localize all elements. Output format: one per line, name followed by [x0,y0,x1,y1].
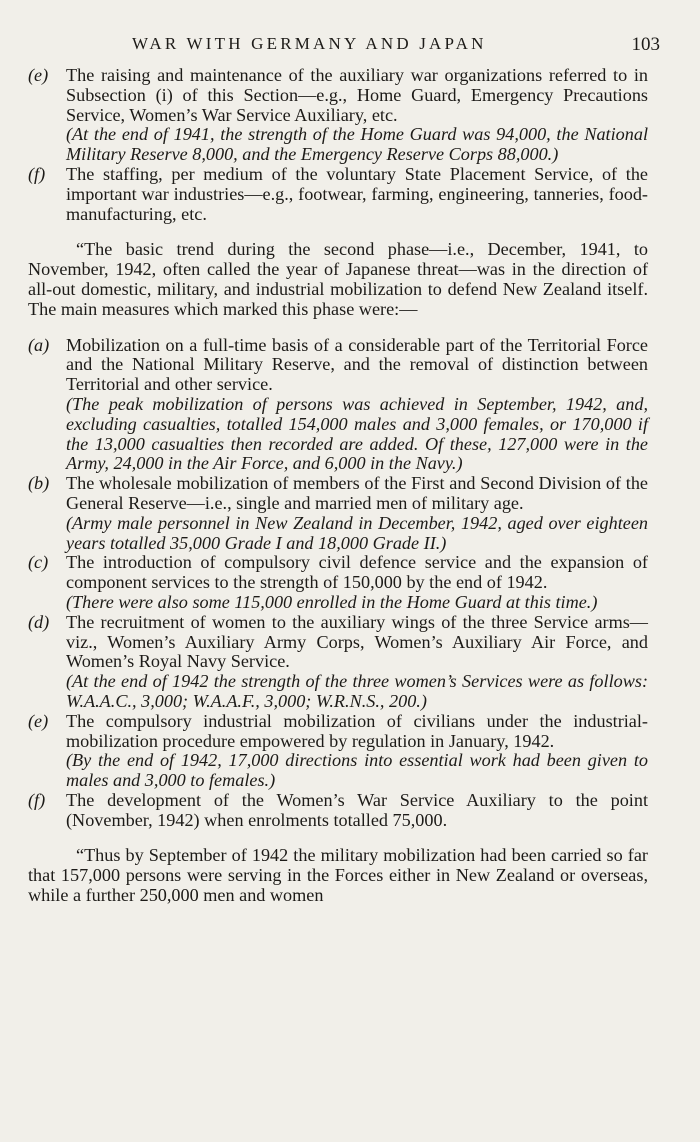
item-note: (At the end of 1941, the strength of the Home Guard was 94,000, the National Military Reserve 8,000, and the Emergency Reserve Corps 88,000.) [66,124,648,165]
list-item [28,553,648,612]
item-label: (b) [28,473,50,494]
item-label: (c) [28,552,49,573]
item-text: Mobilization on a full-time basis of a considerable part of the Territorial Force and the National Military Reserve, and the removal of distinction between Territorial and other service. [66,334,648,395]
item-note: (The peak mobilization of persons was achieved in September, 1942, and, excluding casualties, totalled 154,000 males and 3,000 females, or 170,000 if the 13,000 casualties then recorded are added. Of these, 127,000 were in the Army, 24,000 in the Air Force, and 6,000 in the Navy.) [66,393,648,474]
paragraph-summary: “Thus by September of 1942 the military mobilization had been carried so far that 157,000 persons were serving in the Forces either in New Zealand or overseas, while a further 250,000 men and women [28,845,648,906]
item-body [66,553,648,612]
item-text: The introduction of compulsory civil defence service and the expansion of component services to the strength of 150,000 by the end of 1942. [66,552,648,593]
running-header [28,34,660,58]
list-item [28,613,648,712]
item-text: The raising and maintenance of the auxiliary war organizations referred to in Subsection (i) of this Section—e.g., Home Guard, Emergency Precautions Service, Women’s War Service Auxiliary, etc. [66,65,648,125]
item-body [66,474,648,553]
list-item [28,165,648,224]
running-title: WAR WITH GERMANY AND JAPAN [132,34,487,53]
paragraph-second-phase: “The basic trend during the second phase—i.e., December, 1941, to November, 1942, often called the year of Japanese threat—was in the direction of all-out domestic, military, and industrial mobilization to defend New Zealand itself. The main measures which marked this phase were:— [28,239,648,319]
item-body [66,165,648,224]
item-label: (d) [28,611,50,632]
list-item [28,712,648,791]
item-note: (There were also some 115,000 enrolled in the Home Guard at this time.) [66,591,598,612]
item-text: The staffing, per medium of the voluntary State Placement Service, of the important war industries—e.g., footwear, farming, engineering, tanneries, food-manufacturing, etc. [66,163,648,224]
item-label: (f) [28,163,46,184]
item-note: (At the end of 1942 the strength of the three women’s Services were as follows: W.A.A.C., 3,000; W.A.A.F., 3,000; W.R.N.S., 200.) [66,671,648,711]
item-note: (By the end of 1942, 17,000 directions into essential work had been given to males and 3,000 to females.) [66,750,648,791]
item-label: (e) [28,710,49,731]
item-text: The recruitment of women to the auxiliary wings of the three Service arms—viz., Women’s Auxiliary Army Corps, Women’s Auxiliary Air Force, and Women’s Royal Navy Service. [66,611,648,672]
item-body [66,613,648,712]
item-label: (a) [28,334,50,355]
list-item [28,336,648,475]
item-body [66,336,648,475]
item-text: The development of the Women’s War Service Auxiliary to the point (November, 1942) when enrolments totalled 75,000. [66,789,648,830]
list-item [28,66,648,165]
item-label: (f) [28,789,46,810]
item-body [66,791,648,831]
list-second-phase [28,336,648,831]
list-first-phase [28,66,648,224]
page-body [28,66,648,906]
page-number: 103 [631,34,660,55]
item-label: (e) [28,65,49,85]
list-item [28,791,648,831]
item-body [66,712,648,791]
list-item [28,474,648,553]
item-note: (Army male personnel in New Zealand in December, 1942, aged over eighteen years totalled 35,000 Grade I and 18,000 Grade II.) [66,512,648,553]
item-text: The wholesale mobilization of members of the First and Second Division of the General Reserve—i.e., single and married men of military age. [66,473,648,513]
item-text: The compulsory industrial mobilization of civilians under the industrial-mobilization procedure empowered by regulation in January, 1942. [66,710,648,751]
item-body [66,66,648,165]
